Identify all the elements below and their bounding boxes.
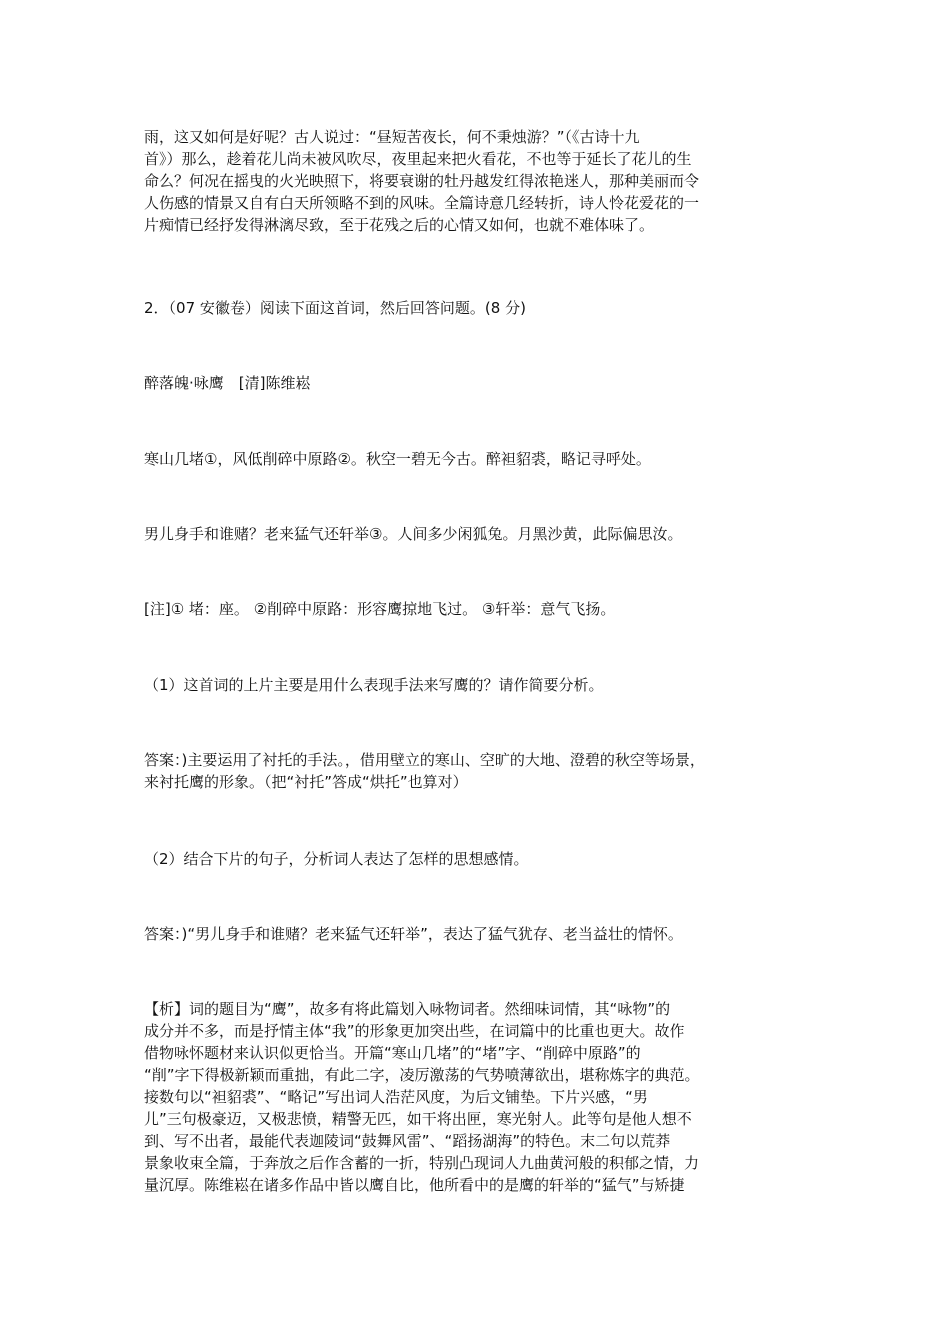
intro-line: 片痴情已经抒发得淋漓尽致，至于花残之后的心情又如何，也就不难体味了。 (144, 216, 655, 234)
poem-stanza-1: 寒山几堵①，风低削碎中原路②。秋空一碧无今古。醉袒貂裘，略记寻呼处。 (144, 450, 651, 468)
analysis-line: 接数句以“袒貂裘”、“略记”写出词人浩茫风度，为后文铺垫。下片兴感，“男 (144, 1088, 648, 1106)
answer-1 (144, 749, 814, 793)
analysis-paragraph (144, 998, 814, 1196)
analysis-line: 儿”三句极豪迈，又极悲愤，精警无匹，如干将出匣，寒光射人。此等句是他人想不 (144, 1110, 692, 1128)
answer-2: 答案：)“男儿身手和谁赌？老来猛气还轩举”，表达了猛气犹存、老当益壮的情怀。 (144, 925, 683, 943)
answer-line: 来衬托鹰的形象。（把“衬托”答成“烘托”也算对） (144, 773, 468, 791)
intro-line: 人伤感的情景又自有白天所领略不到的风味。全篇诗意几经转折，诗人怜花爱花的一 (144, 194, 700, 212)
intro-paragraph (144, 126, 814, 236)
poem-notes: [注]① 堵：座。 ②削碎中原路：形容鹰掠地飞过。 ③轩举：意气飞扬。 (144, 600, 616, 618)
sub-question-1: （1）这首词的上片主要是用什么表现手法来写鹰的？请作简要分析。 (144, 676, 604, 694)
question-heading: 2．（07 安徽卷）阅读下面这首词，然后回答问题。(8 分) (144, 299, 526, 317)
intro-line: 首》）那么，趁着花儿尚未被风吹尽，夜里起来把火看花，不也等于延长了花儿的生 (144, 150, 692, 168)
sub-question-2: （2）结合下片的句子，分析词人表达了怎样的思想感情。 (144, 850, 529, 868)
analysis-line: 成分并不多，而是抒情主体“我”的形象更加突出些，在词篇中的比重也更大。故作 (144, 1022, 685, 1040)
analysis-line: 【析】词的题目为“鹰”，故多有将此篇划入咏物词者。然细味词情，其“咏物”的 (144, 1000, 671, 1018)
intro-line: 命么？何况在摇曳的火光映照下，将要衰谢的牡丹越发红得浓艳迷人，那种美丽而令 (144, 172, 700, 190)
analysis-line: 到、写不出者，最能代表迦陵词“鼓舞风雷”、“蹈扬湖海”的特色。末二句以荒莽 (144, 1132, 671, 1150)
poem-title: 醉落魄·咏鹰 [清]陈维崧 (144, 374, 311, 392)
analysis-line: 景象收束全篇，于奔放之后作含蓄的一折，特别凸现词人九曲黄河般的积郁之情，力 (144, 1154, 700, 1172)
analysis-line: 量沉厚。陈维崧在诸多作品中皆以鹰自比，他所看中的是鹰的轩举的“猛气”与矫捷 (144, 1176, 685, 1194)
intro-line: 雨，这又如何是好呢？古人说过：“昼短苦夜长，何不秉烛游？”（《古诗十九 (144, 128, 640, 146)
answer-line: 答案：)主要运用了衬托的手法。，借用壁立的寒山、空旷的大地、澄碧的秋空等场景， (144, 751, 705, 769)
analysis-line: “削”字下得极新颖而重拙，有此二字，凌厉激荡的气势喷薄欲出，堪称炼字的典范。 (144, 1066, 700, 1084)
poem-stanza-2: 男儿身手和谁赌？老来猛气还轩举③。人间多少闲狐兔。月黑沙黄，此际偏思汝。 (144, 525, 683, 543)
analysis-line: 借物咏怀题材来认识似更恰当。开篇“寒山几堵”的“堵”字、“削碎中原路”的 (144, 1044, 641, 1062)
